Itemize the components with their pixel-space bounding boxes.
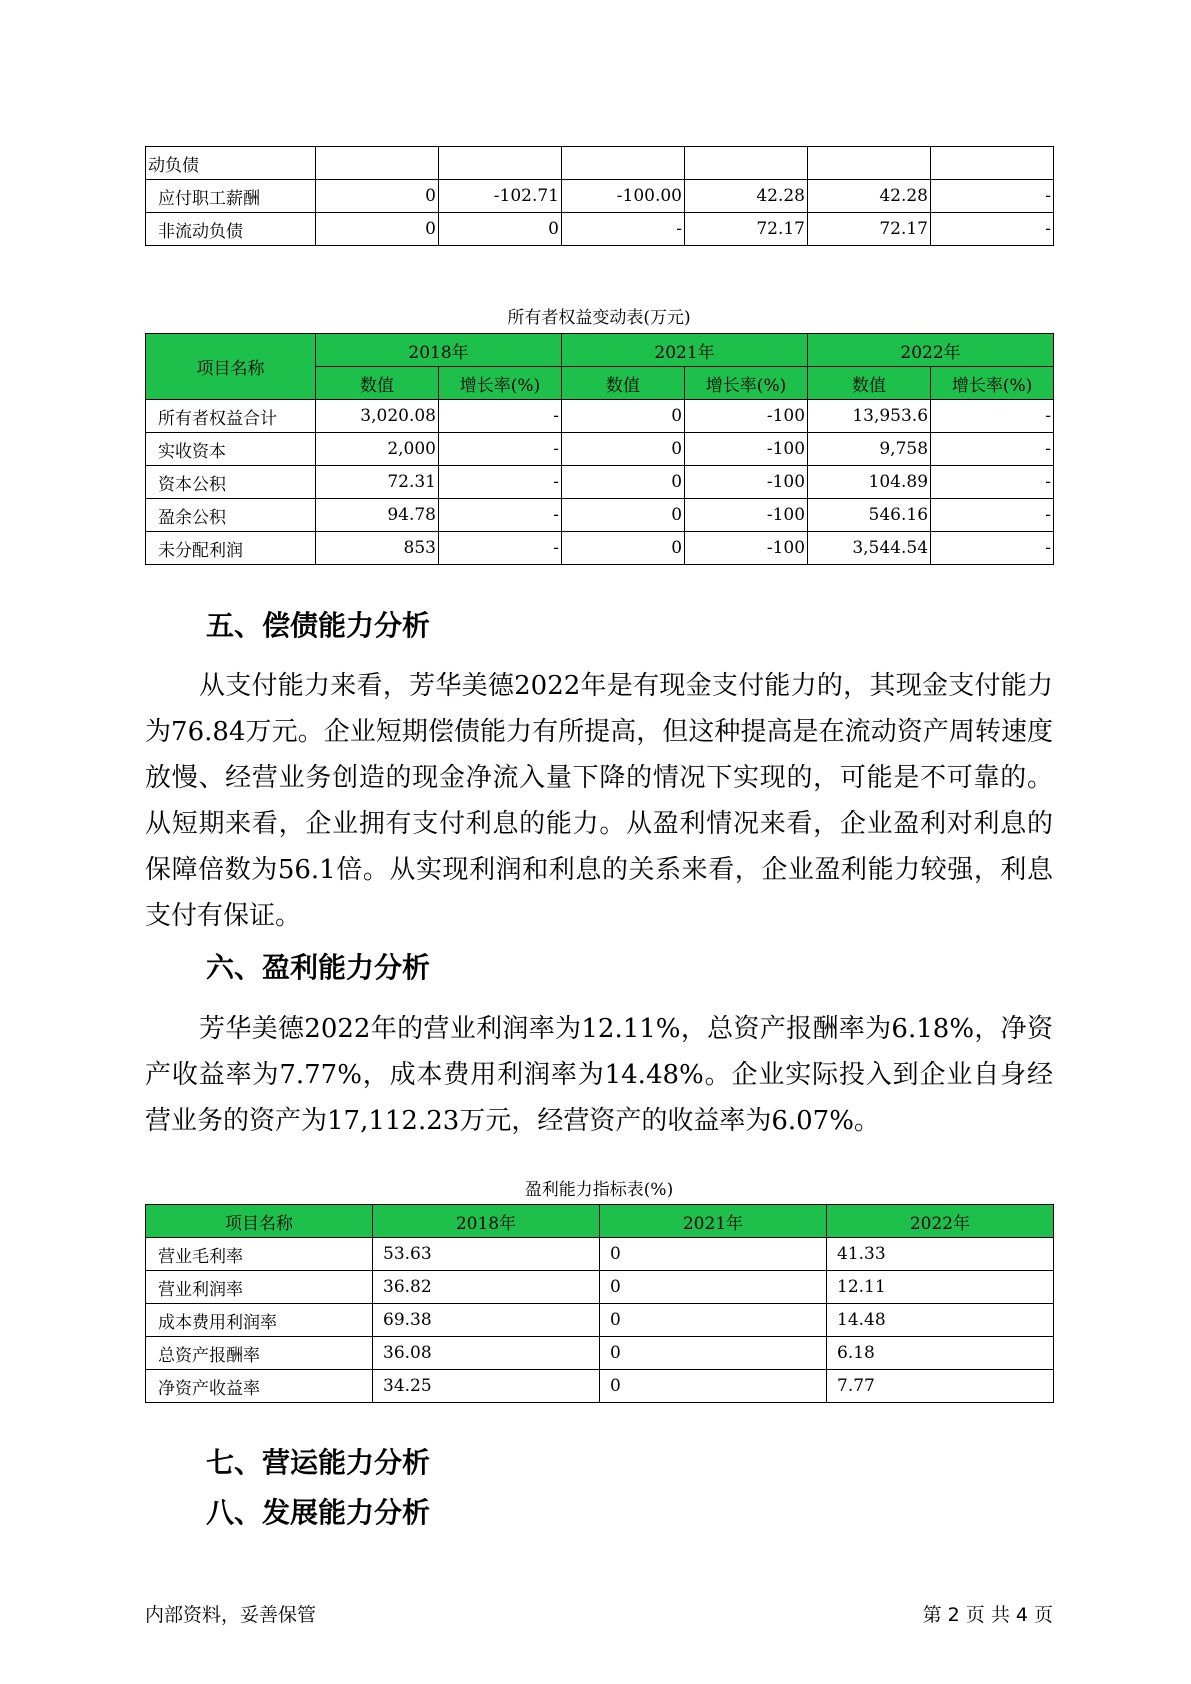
table-cell: [931, 147, 1054, 180]
table-cell: 14.48: [827, 1304, 1054, 1337]
table-cell: 0: [600, 1337, 827, 1370]
table-cell: 0: [600, 1370, 827, 1403]
table-cell: 0: [562, 433, 685, 466]
table-cell: 42.28: [808, 180, 931, 213]
table-cell: 0: [562, 400, 685, 433]
profit-table-body: [146, 1238, 1054, 1403]
table-cell: 0: [600, 1238, 827, 1271]
header-value: 数值: [808, 367, 931, 400]
table-cell: -100.00: [562, 180, 685, 213]
header-item-name: 项目名称: [146, 334, 316, 400]
section-paragraph-solvency: 从支付能力来看，芳华美德2022年是有现金支付能力的，其现金支付能力为76.84万元。企业短期偿债能力有所提高，但这种提高是在流动资产周转速度放慢、经营业务创造的现金净流入量下降的情况下实现的，可能是不可靠的。从短期来看，企业拥有支付利息的能力。从盈利情况来看，企业盈利对利息的保障倍数为56.1倍。从实现利润和利息的关系来看，企业盈利能力较强，利息支付有保证。: [145, 671, 1053, 931]
section-heading-profitability: 六、盈利能力分析: [206, 951, 431, 984]
table-row: [146, 1304, 1054, 1337]
table-cell: 9,758: [808, 433, 931, 466]
row-label: 非流动负债: [146, 213, 316, 246]
table-cell: 0: [316, 180, 439, 213]
table-cell: 0: [316, 213, 439, 246]
table-cell: -: [439, 433, 562, 466]
table-row: [146, 532, 1054, 565]
table-row: [146, 499, 1054, 532]
table-cell: -100: [685, 532, 808, 565]
table-cell: -: [931, 180, 1054, 213]
table-cell: [562, 147, 685, 180]
table-row: [146, 1370, 1054, 1403]
liabilities-table: [145, 146, 1054, 246]
header-year: 2018年: [373, 1205, 600, 1238]
table-cell: 3,544.54: [808, 532, 931, 565]
table-cell: 104.89: [808, 466, 931, 499]
table-cell: [316, 147, 439, 180]
row-label: 成本费用利润率: [146, 1304, 373, 1337]
table-cell: 2,000: [316, 433, 439, 466]
header-year: 2022年: [808, 334, 1054, 367]
header-value: 数值: [562, 367, 685, 400]
row-label: 所有者权益合计: [146, 400, 316, 433]
table-cell: 72.31: [316, 466, 439, 499]
table-cell: 69.38: [373, 1304, 600, 1337]
section-heading-solvency: 五、偿债能力分析: [206, 609, 431, 642]
equity-table-header: [146, 334, 1054, 400]
header-item-name: 项目名称: [146, 1205, 373, 1238]
header-year: 2021年: [562, 334, 808, 367]
table-cell: 0: [562, 466, 685, 499]
row-label: 实收资本: [146, 433, 316, 466]
table-cell: 6.18: [827, 1337, 1054, 1370]
section-heading-operations: 七、营运能力分析: [206, 1446, 431, 1479]
table-cell: -: [562, 213, 685, 246]
table-cell: [685, 147, 808, 180]
row-label: 资本公积: [146, 466, 316, 499]
table-cell: 34.25: [373, 1370, 600, 1403]
header-row: [146, 334, 1054, 367]
section-heading-development: 八、发展能力分析: [206, 1496, 431, 1529]
table-cell: 42.28: [685, 180, 808, 213]
table-cell: 12.11: [827, 1271, 1054, 1304]
table-row: [146, 466, 1054, 499]
table-cell: -: [931, 213, 1054, 246]
table-cell: 41.33: [827, 1238, 1054, 1271]
row-label: 应付职工薪酬: [146, 180, 316, 213]
footer-confidential-note: 内部资料，妥善保管: [145, 1604, 317, 1626]
header-growth: 增长率(%): [931, 367, 1054, 400]
row-label: 营业利润率: [146, 1271, 373, 1304]
table-row: [146, 1271, 1054, 1304]
table-row: [146, 400, 1054, 433]
table-cell: -: [931, 433, 1054, 466]
table-cell: 72.17: [808, 213, 931, 246]
header-row: [146, 1205, 1054, 1238]
table-cell: -: [931, 532, 1054, 565]
table-cell: -102.71: [439, 180, 562, 213]
equity-table: [145, 333, 1054, 565]
table-cell: [808, 147, 931, 180]
header-growth: 增长率(%): [685, 367, 808, 400]
table-row: [146, 180, 1054, 213]
table-cell: -100: [685, 466, 808, 499]
table-cell: 0: [562, 532, 685, 565]
table-cell: -100: [685, 433, 808, 466]
table-cell: 546.16: [808, 499, 931, 532]
equity-table-caption: 所有者权益变动表(万元): [507, 308, 691, 328]
table-cell: 0: [562, 499, 685, 532]
row-label: 净资产收益率: [146, 1370, 373, 1403]
equity-table-body: [146, 400, 1054, 565]
table-cell: -: [439, 499, 562, 532]
table-row: [146, 1238, 1054, 1271]
table-cell: -: [439, 466, 562, 499]
table-cell: 36.82: [373, 1271, 600, 1304]
profit-table: [145, 1204, 1054, 1403]
table-cell: -: [931, 466, 1054, 499]
table-row: [146, 1337, 1054, 1370]
section-paragraph-profitability: 芳华美德2022年的营业利润率为12.11%，总资产报酬率为6.18%，净资产收益率为7.77%，成本费用利润率为14.48%。企业实际投入到企业自身经营业务的资产为17,112.23万元，经营资产的收益率为6.07%。: [145, 1014, 1053, 1136]
table-cell: 3,020.08: [316, 400, 439, 433]
table-cell: -: [439, 400, 562, 433]
profit-table-header: [146, 1205, 1054, 1238]
row-label: 未分配利润: [146, 532, 316, 565]
header-year: 2022年: [827, 1205, 1054, 1238]
header-growth: 增长率(%): [439, 367, 562, 400]
header-value: 数值: [316, 367, 439, 400]
liabilities-table-body: [146, 147, 1054, 246]
table-cell: 94.78: [316, 499, 439, 532]
row-label: 动负债: [146, 147, 316, 180]
table-cell: 0: [600, 1304, 827, 1337]
table-cell: [439, 147, 562, 180]
table-cell: 7.77: [827, 1370, 1054, 1403]
header-year: 2018年: [316, 334, 562, 367]
table-cell: 853: [316, 532, 439, 565]
table-cell: 0: [439, 213, 562, 246]
table-cell: 36.08: [373, 1337, 600, 1370]
table-cell: 72.17: [685, 213, 808, 246]
footer-page-number: 第 2 页 共 4 页: [922, 1604, 1053, 1626]
profit-table-caption: 盈利能力指标表(%): [524, 1180, 674, 1200]
row-label: 总资产报酬率: [146, 1337, 373, 1370]
header-year: 2021年: [600, 1205, 827, 1238]
table-cell: 53.63: [373, 1238, 600, 1271]
table-cell: 13,953.6: [808, 400, 931, 433]
table-row: [146, 213, 1054, 246]
table-row: [146, 433, 1054, 466]
row-label: 盈余公积: [146, 499, 316, 532]
table-cell: -100: [685, 499, 808, 532]
table-cell: -: [931, 400, 1054, 433]
table-row: [146, 147, 1054, 180]
table-cell: -100: [685, 400, 808, 433]
row-label: 营业毛利率: [146, 1238, 373, 1271]
table-cell: -: [931, 499, 1054, 532]
table-cell: -: [439, 532, 562, 565]
table-cell: 0: [600, 1271, 827, 1304]
